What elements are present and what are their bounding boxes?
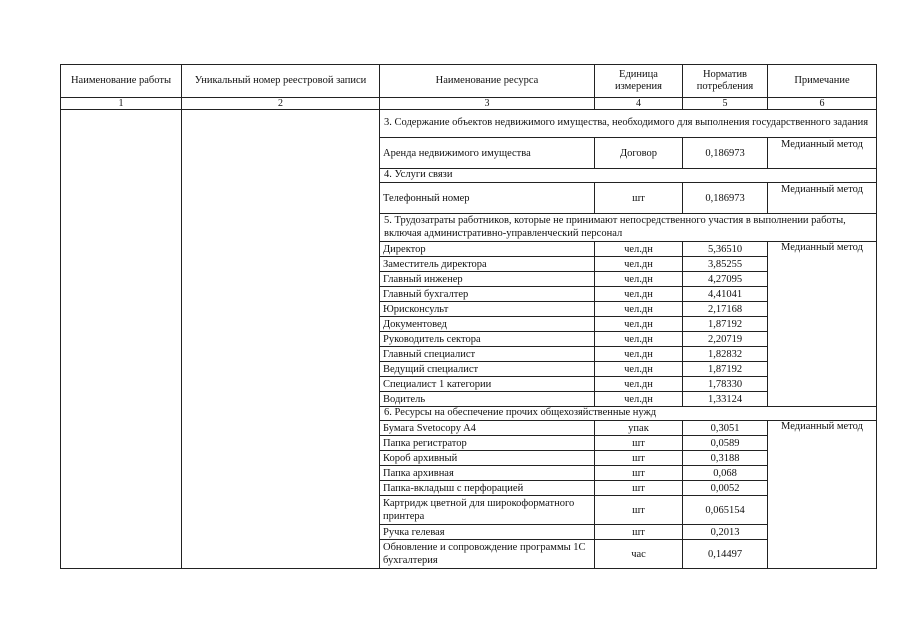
resource-name: Главный инженер: [380, 272, 595, 287]
note-cell: Медианный метод: [768, 242, 877, 407]
consumption-norm: 0,14497: [683, 540, 768, 569]
consumption-norm: 0,3188: [683, 451, 768, 466]
unit-of-measure: час: [595, 540, 683, 569]
consumption-norm: 3,85255: [683, 257, 768, 272]
header-cell: Единица измерения: [595, 65, 683, 98]
column-number: 5: [683, 98, 768, 110]
resource-name: Ведущий специалист: [380, 362, 595, 377]
consumption-norm: 1,78330: [683, 377, 768, 392]
consumption-norm: 0,3051: [683, 421, 768, 436]
unit-of-measure: чел.дн: [595, 347, 683, 362]
consumption-norm: 4,27095: [683, 272, 768, 287]
consumption-norm: 0,186973: [683, 138, 768, 169]
resource-name: Руководитель сектора: [380, 332, 595, 347]
resource-name: Документовед: [380, 317, 595, 332]
consumption-norm: 0,065154: [683, 496, 768, 525]
section-title-row: [61, 110, 877, 138]
consumption-norm: 0,0052: [683, 481, 768, 496]
consumption-norm: 0,0589: [683, 436, 768, 451]
unit-of-measure: чел.дн: [595, 377, 683, 392]
resource-name: Юрисконсульт: [380, 302, 595, 317]
work-name-cell: [61, 110, 182, 569]
section-title: 5. Трудозатраты работников, которые не принимают непосредственного участия в выполнении работы, включая административно-управленческий персонал: [380, 214, 877, 242]
unit-of-measure: шт: [595, 481, 683, 496]
resource-name: Телефонный номер: [380, 183, 595, 214]
unit-of-measure: шт: [595, 466, 683, 481]
column-number: 1: [61, 98, 182, 110]
registry-number-cell: [182, 110, 380, 569]
consumption-norm: 0,068: [683, 466, 768, 481]
resource-name: Короб архивный: [380, 451, 595, 466]
header-cell: Уникальный номер реестровой записи: [182, 65, 380, 98]
header-row: [61, 65, 877, 98]
resource-name: Директор: [380, 242, 595, 257]
column-number-row: [61, 98, 877, 110]
resource-name: Папка архивная: [380, 466, 595, 481]
resource-name: Главный специалист: [380, 347, 595, 362]
note-cell: Медианный метод: [768, 421, 877, 569]
header-cell: Норматив потребления: [683, 65, 768, 98]
resource-name: Папка-вкладыш с перфорацией: [380, 481, 595, 496]
column-number: 2: [182, 98, 380, 110]
column-number: 3: [380, 98, 595, 110]
consumption-norm: 1,82832: [683, 347, 768, 362]
resource-name: Бумага Svetocopy A4: [380, 421, 595, 436]
note-cell: Медианный метод: [768, 183, 877, 214]
resource-name: Специалист 1 категории: [380, 377, 595, 392]
unit-of-measure: Договор: [595, 138, 683, 169]
unit-of-measure: чел.дн: [595, 317, 683, 332]
unit-of-measure: чел.дн: [595, 242, 683, 257]
resource-name: Папка регистратор: [380, 436, 595, 451]
unit-of-measure: чел.дн: [595, 257, 683, 272]
resource-name: Главный бухгалтер: [380, 287, 595, 302]
consumption-norm: 4,41041: [683, 287, 768, 302]
consumption-norm: 2,20719: [683, 332, 768, 347]
section-title: 3. Содержание объектов недвижимого имущества, необходимого для выполнения государственного задания: [380, 110, 877, 138]
unit-of-measure: чел.дн: [595, 302, 683, 317]
consumption-norm: 1,87192: [683, 362, 768, 377]
resource-norms-table: [60, 64, 877, 569]
unit-of-measure: шт: [595, 436, 683, 451]
resource-name: Заместитель директора: [380, 257, 595, 272]
resource-name: Аренда недвижимого имущества: [380, 138, 595, 169]
resource-name: Обновление и сопровождение программы 1С бухгалтерия: [380, 540, 595, 569]
consumption-norm: 5,36510: [683, 242, 768, 257]
consumption-norm: 0,186973: [683, 183, 768, 214]
column-number: 4: [595, 98, 683, 110]
column-number: 6: [768, 98, 877, 110]
unit-of-measure: чел.дн: [595, 362, 683, 377]
header-cell: Наименование ресурса: [380, 65, 595, 98]
unit-of-measure: упак: [595, 421, 683, 436]
unit-of-measure: чел.дн: [595, 392, 683, 407]
unit-of-measure: чел.дн: [595, 272, 683, 287]
consumption-norm: 0,2013: [683, 525, 768, 540]
unit-of-measure: чел.дн: [595, 332, 683, 347]
consumption-norm: 1,33124: [683, 392, 768, 407]
resource-name: Картридж цветной для широкоформатного принтера: [380, 496, 595, 525]
unit-of-measure: шт: [595, 451, 683, 466]
unit-of-measure: шт: [595, 183, 683, 214]
document-page: [60, 64, 877, 569]
consumption-norm: 1,87192: [683, 317, 768, 332]
resource-name: Водитель: [380, 392, 595, 407]
header-cell: Наименование работы: [61, 65, 182, 98]
header-cell: Примечание: [768, 65, 877, 98]
unit-of-measure: шт: [595, 496, 683, 525]
note-cell: Медианный метод: [768, 138, 877, 169]
section-title: 6. Ресурсы на обеспечение прочих общехозяйственные нужд: [380, 407, 877, 421]
unit-of-measure: шт: [595, 525, 683, 540]
unit-of-measure: чел.дн: [595, 287, 683, 302]
section-title: 4. Услуги связи: [380, 169, 877, 183]
resource-name: Ручка гелевая: [380, 525, 595, 540]
consumption-norm: 2,17168: [683, 302, 768, 317]
